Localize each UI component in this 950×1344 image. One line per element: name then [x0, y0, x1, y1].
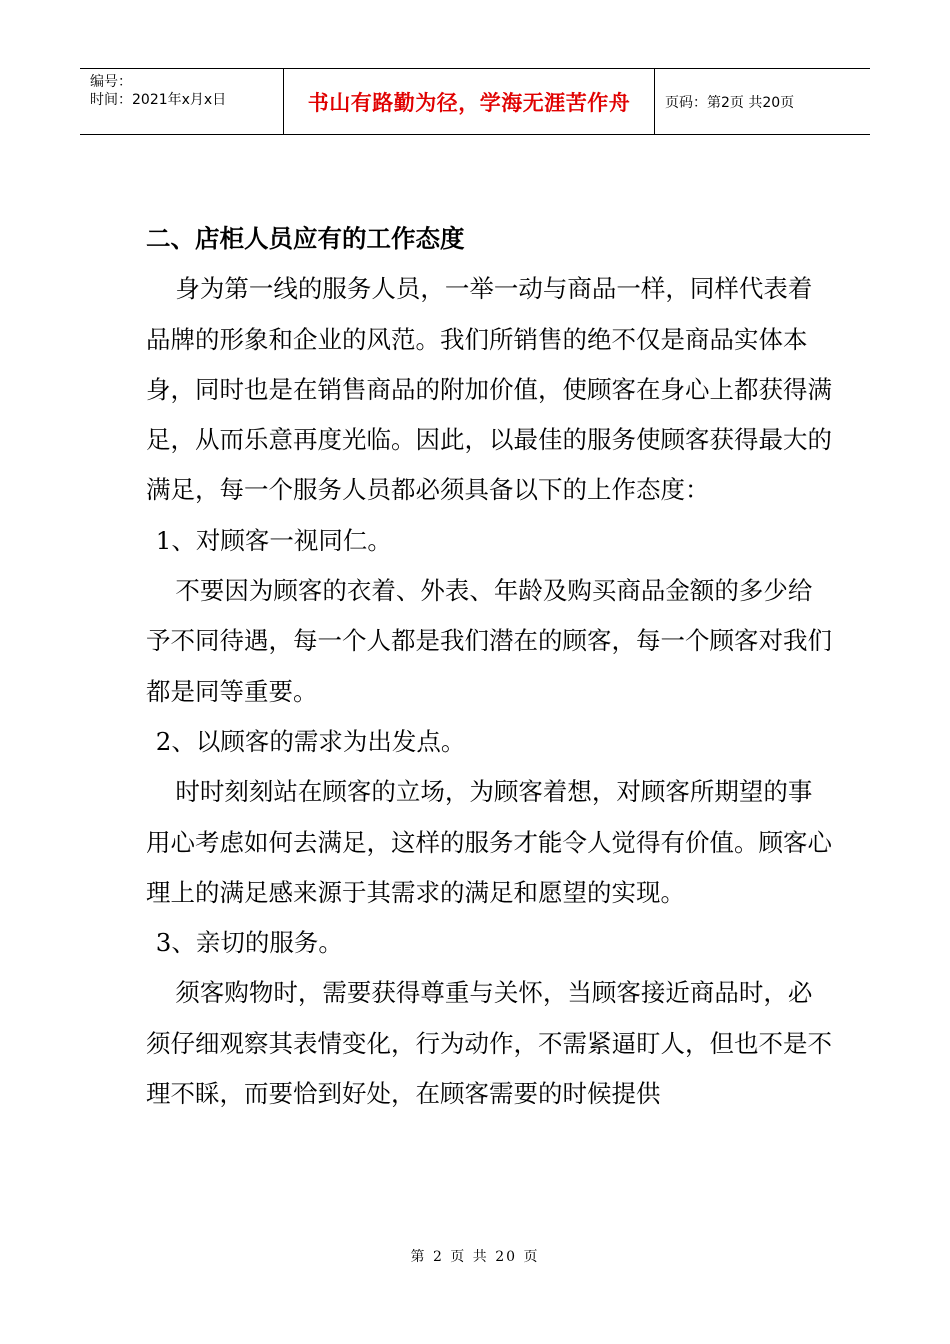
item-title: 3、亲切的服务。: [155, 928, 343, 958]
time-label: 时间：2021年x月x日: [90, 92, 227, 108]
document-body: [146, 214, 836, 1119]
section-heading: 二、店柜人员应有的工作态度: [146, 224, 465, 253]
item-body: 须客购物时，需要获得尊重与关怀，当顾客接近商品时，必须仔细观察其表情变化，行为动作，不需紧逼盯人，但也不是不理不睬，而要恰到好处，在顾客需要的时候提供: [146, 978, 832, 1109]
item-body: 不要因为顾客的衣着、外表、年龄及购买商品金额的多少给予不同待遇，每一个人都是我们潜在的顾客，每一个顾客对我们都是同等重要。: [146, 576, 832, 706]
item-title: 1、对顾客一视同仁。: [155, 525, 392, 555]
page-header: [80, 68, 870, 135]
header-meta: [80, 69, 283, 134]
intro-paragraph: 身为第一线的服务人员，一举一动与商品一样，同样代表着品牌的形象和企业的风范。我们所销售的绝不仅是商品实体本身，同时也是在销售商品的附加价值，使顾客在身心上都获得满足，从而乐意再度光临。因此，以最佳的服务使顾客获得最大的满足，每一个服务人员都必须具备以下的上作态度：: [146, 274, 832, 505]
header-page-info: 页码：第2页 共20页: [665, 94, 795, 111]
header-motto: 书山有路勤为径，学海无涯苦作舟: [283, 69, 655, 134]
item-body: 时时刻刻站在顾客的立场，为顾客着想，对顾客所期望的事用心考虑如何去满足，这样的服务才能令人觉得有价值。顾客心理上的满足感来源于其需求的满足和愿望的实现。: [146, 777, 832, 907]
item-title: 2、以顾客的需求为出发点。: [155, 726, 466, 756]
page-footer: 第 2 页 共 20 页: [410, 1249, 540, 1265]
number-label: 编号：: [90, 74, 132, 90]
